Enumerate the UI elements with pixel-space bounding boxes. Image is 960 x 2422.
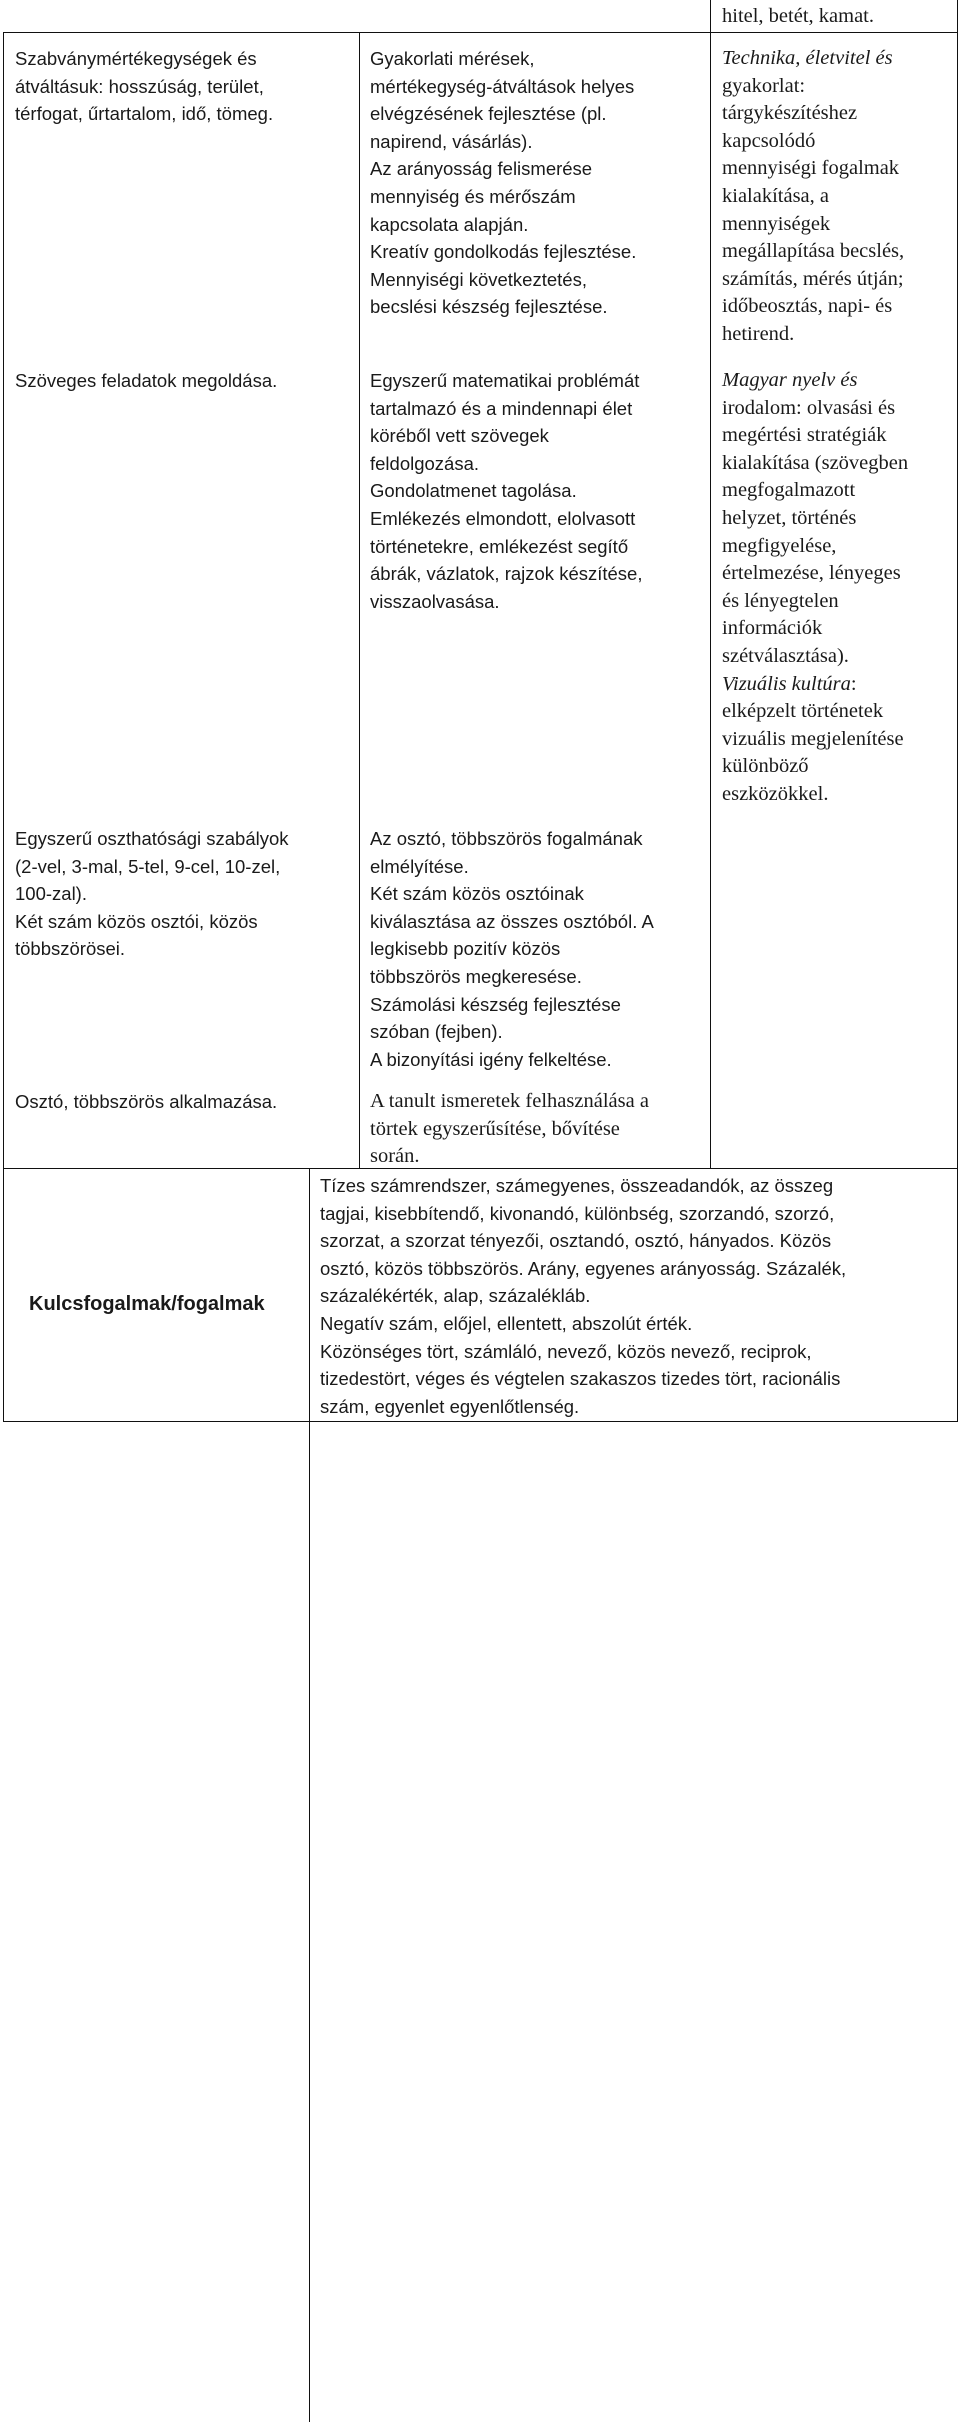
row-3-topic: Egyszerű oszthatósági szabályok (2-vel, 3-mal, 5-tel, 9-cel, 10-zel, 100-zal). Két szám közös osztói, közös többszörösei. (15, 828, 289, 960)
key-concepts-label: Kulcsfogalmak/fogalmak (29, 1293, 265, 1315)
row-1-link-subject: Technika, életvitel és (722, 47, 893, 69)
row-4-topic: Osztó, többszörös alkalmazása. (15, 1091, 278, 1112)
row-2-links (722, 367, 954, 809)
row-1-topic: Szabványmértékegységek és átváltásuk: hosszúság, terület, térfogat, űrtartalom, idő, tömeg. (15, 48, 274, 125)
table-border-top (3, 32, 958, 33)
row-2-link-subject-2: Vizuális kultúra (722, 672, 851, 695)
row-2-link-text-2: : elképzelt történetek vizuális megjelenítése különböző eszközökkel. (722, 672, 904, 805)
table-border-right (957, 0, 958, 1422)
table-border-bottom (3, 1421, 958, 1422)
row-1-links (722, 45, 954, 349)
row-2-topic: Szöveges feladatok megoldása. (15, 370, 278, 391)
column-divider-2 (710, 0, 711, 1169)
key-concepts-divider (309, 1168, 310, 2422)
row-2-goals: Egyszerű matematikai problémát tartalmazó és a mindennapi élet köréből vett szövegek feldolgozása. Gondolatmenet tagolása. Emlékezés elmondott, elolvasott történetekre, emlékezést segítő ábrák, vázlatok, rajzok készítése, visszaolvasása. (370, 370, 643, 612)
row-3-goals: Az osztó, többszörös fogalmának elmélyítése. Két szám közös osztóinak kiválasztása az összes osztóból. A legkisebb pozitív közös többszörös megkeresése. Számolási készség fejlesztése szóban (fejben). A bizonyítási igény felkeltése. (370, 828, 654, 1070)
row-1-link-text: gyakorlat: tárgykészítéshez kapcsolódó mennyiségi fogalmak kialakítása, a mennyiségek megállapítása becslés, számítás, mérés útján; időbeosztás, napi- és hetirend. (722, 74, 905, 345)
row-2-link-subject-1: Magyar nyelv és (722, 369, 858, 391)
row-4-goals: A tanult ismeretek felhasználása a törtek egyszerűsítése, bővítése során. (370, 1090, 649, 1168)
table-border-left (3, 32, 4, 1422)
column-divider-1 (359, 32, 360, 1169)
key-concepts-text: Tízes számrendszer, számegyenes, összeadandók, az összeg tagjai, kisebbítendő, kivonandó, különbség, szorzandó, szorzó, szorzat, a szorzat tényezői, osztandó, osztó, hányados. Közös osztó, közös többszörös. Arány, egyenes arányosság. Százalék, százalékérték, alap, százalékláb. Negatív szám, előjel, ellentett, abszolút érték. Közönséges tört, számláló, nevező, közös nevező, reciprok, tizedestört, véges és végtelen szakaszos tizedes tört, racionális szám, egyenlet egyenlőtlenség. (320, 1175, 847, 1417)
row-2-link-text-1: irodalom: olvasási és megértési stratégiák kialakítása (szövegben megfogalmazott helyzet, történés megfigyelése, értelmezése, lényeges és lényegtelen információk szétválasztása). (722, 396, 909, 667)
top-fragment-text: hitel, betét, kamat. (722, 5, 874, 27)
row-1-goals: Gyakorlati mérések, mértékegység-átváltások helyes elvégzésének fejlesztése (pl. napirend, vásárlás). Az arányosság felismerése mennyiség és mérőszám kapcsolata alapján. Kreatív gondolkodás fejlesztése. Mennyiségi következtetés, becslési készség fejlesztése. (370, 48, 637, 318)
